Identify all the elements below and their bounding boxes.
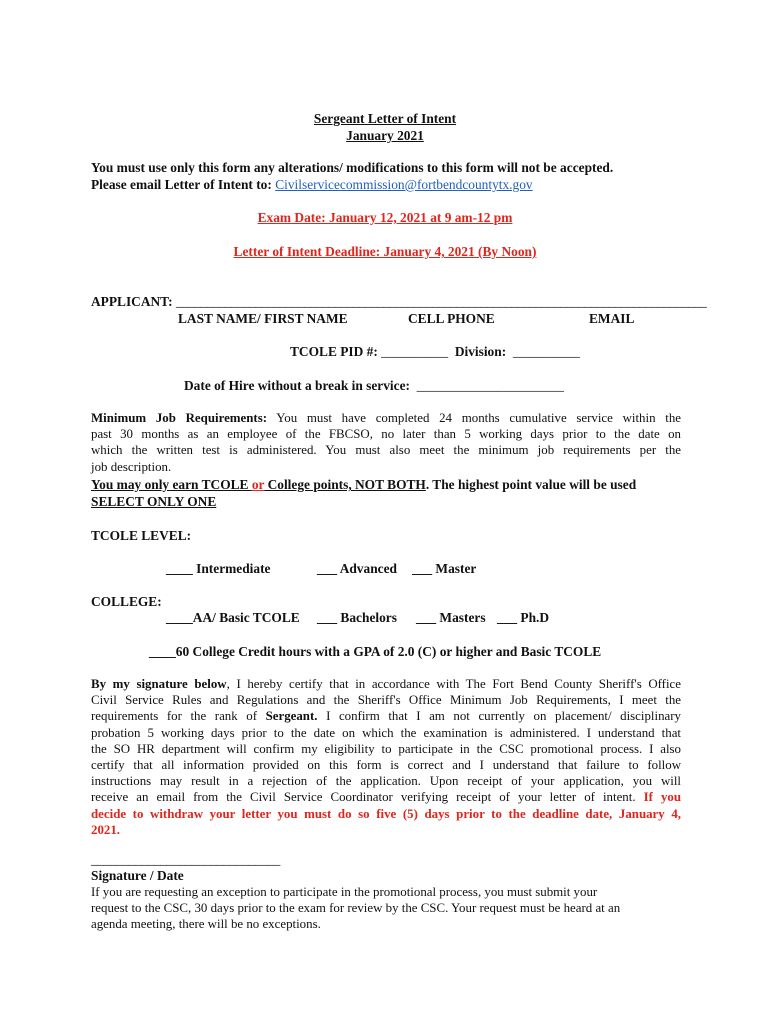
signature-line[interactable]: ______________________________	[91, 852, 280, 867]
requirements-line-4: job description.	[91, 459, 172, 474]
document-title: Sergeant Letter of Intent	[313, 111, 457, 126]
college-aa-option[interactable]: ____AA/ Basic TCOLE	[166, 610, 300, 625]
select-only-one: SELECT ONLY ONE	[91, 494, 217, 509]
certification-line-7: instructions may result in a rejection of the application. Upon receipt of your application, you will	[91, 774, 681, 789]
email-instruction-label: Please email Letter of Intent to:	[91, 177, 272, 192]
certification-line-3a: requirements for the rank of	[91, 709, 266, 724]
points-rule-part-2: College points, NOT BOTH	[264, 477, 426, 492]
college-label: COLLEGE:	[91, 594, 162, 609]
points-rule	[91, 477, 636, 493]
tcole-pid-input-line[interactable]: __________	[381, 344, 449, 359]
document-date: January 2021	[346, 128, 424, 143]
certification-rank: Sergeant.	[265, 709, 318, 724]
points-rule-part-3: . The highest point value will be used	[425, 477, 637, 492]
exception-line-2: request to the CSC, 30 days prior to the exam for review by the CSC. Your request must be heard at an	[91, 901, 621, 915]
certification-line-1: , I hereby certify that in accordance with The Fort Bend County Sheriff's Office	[226, 677, 682, 691]
certification-line-8a: receive an email from the Civil Service Coordinator verifying receipt of your letter of intent.	[91, 790, 644, 805]
certification-lead: By my signature below	[91, 677, 227, 691]
signature-date-label: Signature / Date	[91, 868, 184, 883]
certification-line-2: Civil Service Rules and Regulations and the Sheriff's Office Minimum Job Requirements, I meet the	[91, 693, 681, 708]
certification-paragraph	[91, 676, 681, 838]
email-link[interactable]: Civilservicecommission@fortbendcountytx.gov	[275, 177, 533, 192]
withdraw-warning-line-2: decide to withdraw your letter you must do so five (5) days prior to the deadline date, January 4,	[91, 806, 681, 821]
tcole-intermediate-option[interactable]: ____ Intermediate	[166, 561, 271, 576]
certification-line-5: the SO HR department will confirm my eligibility to participate in the CSC promotional process. I also	[91, 741, 681, 756]
email-label: EMAIL	[589, 311, 635, 326]
points-rule-part-1: You may only earn TCOLE	[91, 477, 252, 492]
last-first-name-label: LAST NAME/ FIRST NAME	[178, 311, 348, 326]
email-instruction	[91, 177, 533, 193]
college-masters-option[interactable]: ___ Masters	[416, 610, 486, 625]
requirements-line-3: which the written test is administered. You must also meet the minimum job requirements per the	[91, 443, 681, 458]
applicant-label: APPLICANT:	[91, 294, 173, 309]
college-phd-option[interactable]: ___ Ph.D	[497, 610, 550, 625]
tcole-master-option[interactable]: ___ Master	[412, 561, 477, 576]
job-requirements-paragraph	[91, 410, 681, 475]
withdraw-warning-line-3: 2021.	[91, 822, 121, 837]
requirements-line-1: You must have completed 24 months cumulative service within the	[276, 411, 681, 425]
points-rule-or: or	[251, 477, 265, 492]
hire-date-label: Date of Hire without a break in service:	[184, 378, 410, 393]
division-input-line[interactable]: __________	[512, 344, 580, 359]
certification-line-4: probation 5 working days prior to the date on which the examination is administered. I understand that	[91, 725, 681, 740]
tcole-level-label: TCOLE LEVEL:	[91, 528, 192, 543]
deadline-date: Letter of Intent Deadline: January 4, 2021 (By Noon)	[233, 244, 537, 259]
exception-line-3: agenda meeting, there will be no exceptions.	[91, 917, 321, 931]
college-credit-option[interactable]: ____60 College Credit hours with a GPA of 2.0 (C) or higher and Basic TCOLE	[149, 644, 602, 659]
applicant-input-line[interactable]: _______________________________________________________________________________________	[175, 294, 707, 309]
tcole-pid-row	[290, 344, 580, 360]
exception-line-1: If you are requesting an exception to participate in the promotional process, you must submit your	[91, 885, 598, 899]
tcole-advanced-option[interactable]: ___ Advanced	[317, 561, 397, 576]
form-usage-notice: You must use only this form any alterations/ modifications to this form will not be accepted.	[91, 160, 614, 175]
division-label: Division:	[454, 344, 507, 359]
cell-phone-label: CELL PHONE	[408, 311, 495, 326]
exam-date: Exam Date: January 12, 2021 at 9 am-12 pm	[257, 210, 513, 225]
college-bachelors-option[interactable]: ___ Bachelors	[317, 610, 397, 625]
tcole-pid-label: TCOLE PID #:	[290, 344, 378, 359]
hire-date-input-line[interactable]: ______________________	[416, 378, 564, 393]
certification-line-3c: I confirm that I am not currently on placement/ disciplinary	[317, 709, 681, 724]
withdraw-warning-start: If you	[643, 790, 681, 805]
job-requirements-label: Minimum Job Requirements:	[91, 411, 268, 425]
applicant-row	[91, 294, 706, 310]
certification-line-6: certify that all information provided on this form is correct and I understand that failure to follow	[91, 758, 681, 773]
requirements-line-2: past 30 months as an employee of the FBCSO, no later than 5 working days prior to the date on	[91, 427, 681, 442]
hire-date-row	[184, 378, 564, 394]
